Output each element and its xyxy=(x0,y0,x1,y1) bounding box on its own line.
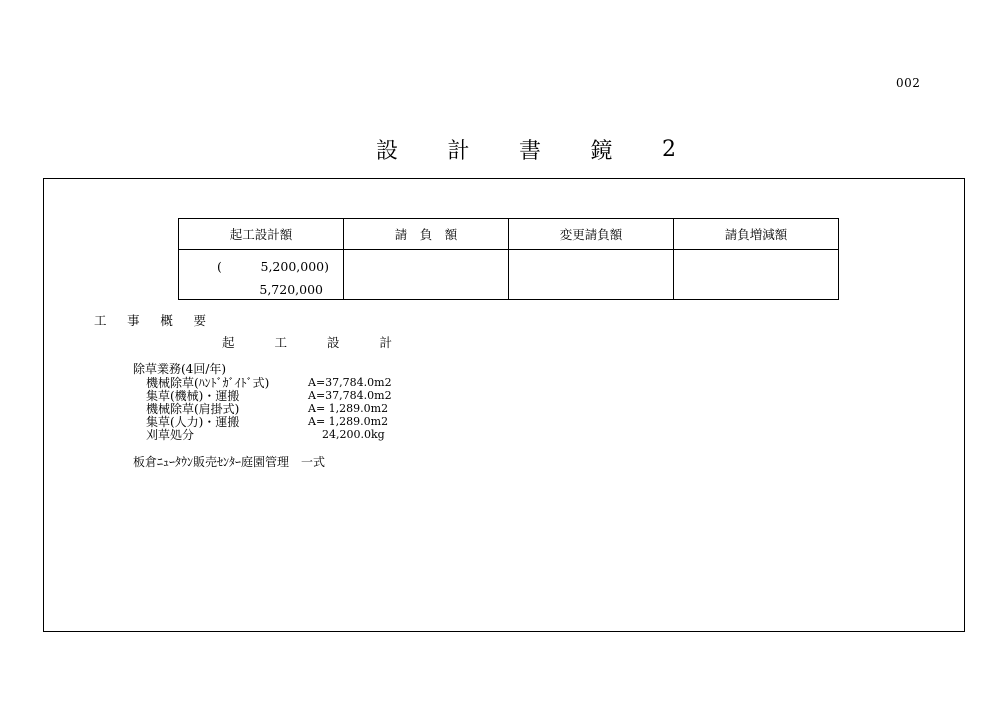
overview-heading xyxy=(94,311,206,329)
original-design-heading xyxy=(222,333,392,351)
heading-char: 工 xyxy=(94,313,107,328)
title-char: 計 xyxy=(447,138,470,164)
heading-char: 要 xyxy=(193,313,206,328)
amount-total: 5,720,000 xyxy=(259,282,323,297)
title-char: 書 xyxy=(519,138,542,164)
item-quantity: A=37,784.0m2 xyxy=(308,376,392,389)
item-label: 機械除草(ﾊﾝﾄﾞｶﾞｲﾄﾞ式) xyxy=(146,376,270,390)
sub-heading-char: 設 xyxy=(326,335,340,350)
original-design-amount-cell xyxy=(179,250,344,300)
sub-heading-char: 工 xyxy=(274,335,287,350)
item-label: 集草(人力)・運搬 xyxy=(146,415,240,429)
item-label: 集草(機械)・運搬 xyxy=(146,389,240,403)
changed-contract-amount-cell xyxy=(509,250,674,300)
sub-heading-char: 起 xyxy=(222,335,235,350)
contract-amount-cell xyxy=(344,250,509,300)
header-contract-amount: 請 負 額 xyxy=(344,219,509,250)
item-label: 機械除草(肩掛式) xyxy=(146,402,240,416)
section-title: 除草業務(4回/年) xyxy=(133,362,227,376)
item-quantity: A= 1,289.0m2 xyxy=(308,402,389,415)
amount-in-paren: 5,200,000) xyxy=(260,259,329,274)
item-quantity: A= 1,289.0m2 xyxy=(308,415,389,428)
title-char: 設 xyxy=(376,138,399,164)
footer-line: 板倉ﾆｭｰﾀｳﾝ販売ｾﾝﾀｰ庭園管理 一式 xyxy=(133,455,326,469)
amount-table-header-row xyxy=(179,219,839,250)
open-paren: ( xyxy=(217,259,222,274)
title-char: 2 xyxy=(662,136,676,162)
amount-table-value-row xyxy=(179,250,839,300)
header-contract-difference: 請負増減額 xyxy=(674,219,839,250)
item-quantity: 24,200.0kg xyxy=(322,428,385,441)
contract-difference-cell xyxy=(674,250,839,300)
page-title xyxy=(376,134,676,164)
amount-table xyxy=(178,218,839,300)
header-original-design-amount: 起工設計額 xyxy=(179,219,344,250)
item-quantity: A=37,784.0m2 xyxy=(308,389,392,402)
page-number: 002 xyxy=(896,76,921,90)
heading-char: 事 xyxy=(127,313,140,328)
item-label: 刈草処分 xyxy=(146,428,195,442)
heading-char: 概 xyxy=(160,313,173,328)
sub-heading-char: 計 xyxy=(379,335,392,350)
title-char: 鏡 xyxy=(590,138,613,164)
header-changed-contract-amount: 変更請負額 xyxy=(509,219,674,250)
